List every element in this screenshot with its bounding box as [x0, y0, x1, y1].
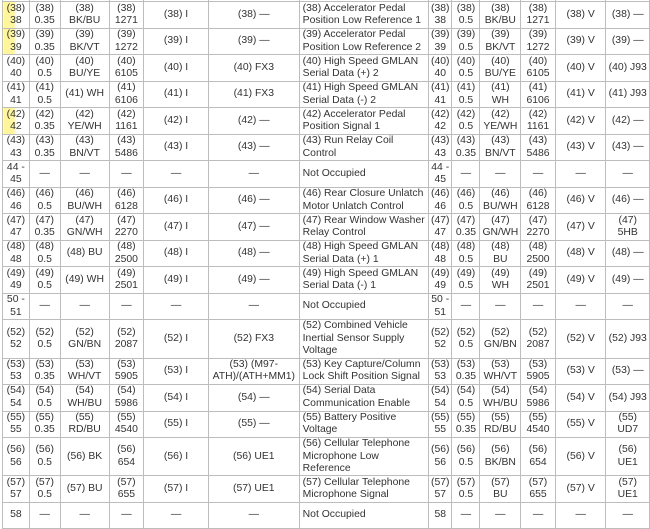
wire-size-cell: (54) 0.5 — [29, 385, 60, 412]
function-cell: (49) High Speed GMLAN Serial Data (-) 1 — [299, 267, 428, 294]
circuit-b-cell: (46) 6128 — [521, 187, 556, 214]
option-b-cell: (57) UE1 — [606, 476, 650, 503]
function-cell: (54) Serial Data Communication Enable — [299, 385, 428, 412]
option-ind-cell: (46) I — [144, 187, 209, 214]
table-row — [3, 240, 650, 267]
option-ind-cell: (38) I — [144, 2, 209, 29]
circuit-cell: (54) 5986 — [109, 385, 144, 412]
option-cell: (57) UE1 — [208, 476, 299, 503]
option-ind-cell: (43) I — [144, 134, 209, 161]
function-cell: Not Occupied — [299, 502, 428, 529]
pin-b-cell: 58 — [429, 502, 452, 529]
option-cell: (49) — — [208, 267, 299, 294]
option-cell: (41) FX3 — [208, 81, 299, 108]
function-cell: Not Occupied — [299, 293, 428, 320]
wire-size-cell: (57) 0.5 — [29, 476, 60, 503]
terminal-cell: (56) V — [555, 438, 606, 476]
wire-color-b-cell: — — [480, 161, 521, 188]
pin-b-cell: (39) 39 — [429, 28, 452, 55]
wire-color-b-cell: (56) BK/BN — [480, 438, 521, 476]
pin-cell: (56) 56 — [3, 438, 30, 476]
table-row — [3, 134, 650, 161]
wire-color-cell: (47) GN/WH — [60, 214, 109, 241]
circuit-cell: (49) 2501 — [109, 267, 144, 294]
wire-color-b-cell: (39) BK/VT — [480, 28, 521, 55]
terminal-cell: (40) V — [555, 55, 606, 82]
terminal-cell: (57) V — [555, 476, 606, 503]
function-cell: Not Occupied — [299, 161, 428, 188]
option-b-cell: (46) — — [606, 187, 650, 214]
pin-b-cell: (52) 52 — [429, 320, 452, 358]
terminal-cell: (46) V — [555, 187, 606, 214]
wire-color-b-cell: (54) WH/BU — [480, 385, 521, 412]
pin-cell: (57) 57 — [3, 476, 30, 503]
table-row — [3, 358, 650, 385]
pin-cell: (39) 39 — [3, 28, 30, 55]
pin-cell: (52) 52 — [3, 320, 30, 358]
pin-b-cell: (47) 47 — [429, 214, 452, 241]
option-b-cell: (49) — — [606, 267, 650, 294]
wire-color-cell: (55) RD/BU — [60, 411, 109, 438]
pin-b-cell: (48) 48 — [429, 240, 452, 267]
wire-color-cell: (42) YE/WH — [60, 108, 109, 135]
option-b-cell: — — [606, 293, 650, 320]
pin-cell: (55) 55 — [3, 411, 30, 438]
option-cell: (52) FX3 — [208, 320, 299, 358]
connector-pinout-table — [2, 0, 650, 529]
pin-b-cell: (57) 57 — [429, 476, 452, 503]
wire-color-b-cell: — — [480, 293, 521, 320]
option-cell: — — [208, 293, 299, 320]
option-ind-cell: — — [144, 293, 209, 320]
terminal-cell: (38) V — [555, 2, 606, 29]
wire-size-b-cell: (55) 0.35 — [452, 411, 480, 438]
option-b-cell: (53) — — [606, 358, 650, 385]
wire-color-b-cell: (49) WH — [480, 267, 521, 294]
terminal-cell: (48) V — [555, 240, 606, 267]
circuit-b-cell: (52) 2087 — [521, 320, 556, 358]
circuit-cell: (38) 1271 — [109, 2, 144, 29]
wire-size-b-cell: (49) 0.5 — [452, 267, 480, 294]
circuit-b-cell: (40) 6105 — [521, 55, 556, 82]
pin-b-cell: 44 - 45 — [429, 161, 452, 188]
pin-b-cell: (43) 43 — [429, 134, 452, 161]
wire-size-b-cell: (41) 0.5 — [452, 81, 480, 108]
table-row — [3, 502, 650, 529]
pin-b-cell: (38) 38 — [429, 2, 452, 29]
wire-color-cell: (40) BU/YE — [60, 55, 109, 82]
wire-color-b-cell: (38) BK/BU — [480, 2, 521, 29]
option-ind-cell: (39) I — [144, 28, 209, 55]
circuit-cell: (53) 5905 — [109, 358, 144, 385]
wire-size-b-cell: (42) 0.5 — [452, 108, 480, 135]
wire-size-b-cell: (48) 0.5 — [452, 240, 480, 267]
option-ind-cell: (48) I — [144, 240, 209, 267]
wire-size-cell: (55) 0.35 — [29, 411, 60, 438]
circuit-cell: (42) 1161 — [109, 108, 144, 135]
wire-size-b-cell: (53) 0.35 — [452, 358, 480, 385]
terminal-cell: — — [555, 161, 606, 188]
circuit-cell: (39) 1272 — [109, 28, 144, 55]
option-cell: (47) — — [208, 214, 299, 241]
wire-size-cell: (39) 0.35 — [29, 28, 60, 55]
wire-color-cell: (39) BK/VT — [60, 28, 109, 55]
pin-b-cell: (55) 55 — [429, 411, 452, 438]
wire-size-b-cell: (47) 0.35 — [452, 214, 480, 241]
pin-cell: 44 - 45 — [3, 161, 30, 188]
circuit-b-cell: (49) 2501 — [521, 267, 556, 294]
wire-color-cell: (56) BK — [60, 438, 109, 476]
wire-color-cell: (43) BN/VT — [60, 134, 109, 161]
table-row — [3, 28, 650, 55]
option-b-cell: — — [606, 502, 650, 529]
wire-size-b-cell: (38) 0.5 — [452, 2, 480, 29]
option-cell: — — [208, 502, 299, 529]
option-ind-cell: (52) I — [144, 320, 209, 358]
option-ind-cell: (56) I — [144, 438, 209, 476]
pin-b-cell: (56) 56 — [429, 438, 452, 476]
wire-size-cell: — — [29, 161, 60, 188]
table-row — [3, 214, 650, 241]
wire-size-cell: (49) 0.5 — [29, 267, 60, 294]
option-b-cell: (52) J93 — [606, 320, 650, 358]
function-cell: (46) Rear Closure Unlatch Motor Unlatch Control — [299, 187, 428, 214]
table-row — [3, 293, 650, 320]
table-row — [3, 81, 650, 108]
wire-color-b-cell: (47) GN/WH — [480, 214, 521, 241]
wire-size-b-cell: (46) 0.5 — [452, 187, 480, 214]
option-cell: — — [208, 161, 299, 188]
circuit-cell: (56) 654 — [109, 438, 144, 476]
function-cell: (56) Cellular Telephone Microphone Low Reference — [299, 438, 428, 476]
circuit-cell: (46) 6128 — [109, 187, 144, 214]
pin-b-cell: (53) 53 — [429, 358, 452, 385]
option-ind-cell: (57) I — [144, 476, 209, 503]
option-cell: (38) — — [208, 2, 299, 29]
wire-color-b-cell: (48) BU — [480, 240, 521, 267]
circuit-b-cell: — — [521, 502, 556, 529]
wire-size-b-cell: (39) 0.5 — [452, 28, 480, 55]
wire-size-cell: — — [29, 502, 60, 529]
wire-size-cell: (53) 0.35 — [29, 358, 60, 385]
circuit-b-cell: (53) 5905 — [521, 358, 556, 385]
wire-size-cell: (46) 0.5 — [29, 187, 60, 214]
wire-color-b-cell: (57) BU — [480, 476, 521, 503]
pin-b-cell: (54) 54 — [429, 385, 452, 412]
option-cell: (46) — — [208, 187, 299, 214]
wire-size-b-cell: (40) 0.5 — [452, 55, 480, 82]
terminal-cell: (55) V — [555, 411, 606, 438]
pin-cell: (49) 49 — [3, 267, 30, 294]
wire-size-cell: (41) 0.5 — [29, 81, 60, 108]
terminal-cell: (41) V — [555, 81, 606, 108]
wire-color-cell: (57) BU — [60, 476, 109, 503]
function-cell: (53) Key Capture/Column Lock Shift Position Signal — [299, 358, 428, 385]
pin-cell: (38) 38 — [3, 2, 30, 29]
circuit-cell: (47) 2270 — [109, 214, 144, 241]
option-b-cell: (40) J93 — [606, 55, 650, 82]
table-row — [3, 108, 650, 135]
wire-color-b-cell: (55) RD/BU — [480, 411, 521, 438]
wire-color-b-cell: (41) WH — [480, 81, 521, 108]
wire-color-cell: (46) BU/WH — [60, 187, 109, 214]
wire-color-b-cell: (43) BN/VT — [480, 134, 521, 161]
pin-cell: 58 — [3, 502, 30, 529]
option-ind-cell: — — [144, 161, 209, 188]
terminal-cell: (52) V — [555, 320, 606, 358]
circuit-b-cell: (48) 2500 — [521, 240, 556, 267]
option-b-cell: (43) — — [606, 134, 650, 161]
circuit-b-cell: (47) 2270 — [521, 214, 556, 241]
option-b-cell: — — [606, 161, 650, 188]
circuit-cell: (55) 4540 — [109, 411, 144, 438]
wire-size-cell: — — [29, 293, 60, 320]
circuit-b-cell: (57) 655 — [521, 476, 556, 503]
option-ind-cell: (40) I — [144, 55, 209, 82]
circuit-cell: (48) 2500 — [109, 240, 144, 267]
circuit-b-cell: (39) 1272 — [521, 28, 556, 55]
circuit-cell: (57) 655 — [109, 476, 144, 503]
wire-size-b-cell: (57) 0.5 — [452, 476, 480, 503]
wire-size-cell: (40) 0.5 — [29, 55, 60, 82]
wire-color-b-cell: — — [480, 502, 521, 529]
function-cell: (39) Accelerator Pedal Position Low Reference 2 — [299, 28, 428, 55]
function-cell: (57) Cellular Telephone Microphone Signal — [299, 476, 428, 503]
wire-size-cell: (52) 0.5 — [29, 320, 60, 358]
circuit-cell: — — [109, 502, 144, 529]
wire-color-cell: (41) WH — [60, 81, 109, 108]
pin-cell: (46) 46 — [3, 187, 30, 214]
option-ind-cell: — — [144, 502, 209, 529]
table-body — [3, 0, 650, 529]
table-row — [3, 385, 650, 412]
option-cell: (56) UE1 — [208, 438, 299, 476]
option-b-cell: (54) J93 — [606, 385, 650, 412]
wire-size-cell: (42) 0.35 — [29, 108, 60, 135]
wire-size-b-cell: — — [452, 502, 480, 529]
table-row — [3, 55, 650, 82]
circuit-b-cell: (56) 654 — [521, 438, 556, 476]
wire-color-cell: — — [60, 293, 109, 320]
terminal-cell: (47) V — [555, 214, 606, 241]
option-cell: (53) (M97-ATH)/(ATH+MM1) — [208, 358, 299, 385]
table-row — [3, 320, 650, 358]
wire-size-cell: (48) 0.5 — [29, 240, 60, 267]
pin-cell: (47) 47 — [3, 214, 30, 241]
pin-cell: (40) 40 — [3, 55, 30, 82]
option-ind-cell: (42) I — [144, 108, 209, 135]
wire-size-b-cell: (52) 0.5 — [452, 320, 480, 358]
table-row — [3, 476, 650, 503]
wire-size-b-cell: (54) 0.5 — [452, 385, 480, 412]
function-cell: (43) Run Relay Coil Control — [299, 134, 428, 161]
option-cell: (55) — — [208, 411, 299, 438]
option-ind-cell: (53) I — [144, 358, 209, 385]
option-ind-cell: (49) I — [144, 267, 209, 294]
function-cell: (52) Combined Vehicle Inertial Sensor Supply Voltage — [299, 320, 428, 358]
terminal-cell: — — [555, 293, 606, 320]
pin-cell: 50 - 51 — [3, 293, 30, 320]
wire-size-cell: (38) 0.35 — [29, 2, 60, 29]
wire-color-cell: (54) WH/BU — [60, 385, 109, 412]
circuit-b-cell: (55) 4540 — [521, 411, 556, 438]
circuit-b-cell: (41) 6106 — [521, 81, 556, 108]
circuit-cell: (43) 5486 — [109, 134, 144, 161]
wire-size-b-cell: (43) 0.35 — [452, 134, 480, 161]
pin-b-cell: (46) 46 — [429, 187, 452, 214]
wire-color-b-cell: (42) YE/WH — [480, 108, 521, 135]
pin-cell: (53) 53 — [3, 358, 30, 385]
pin-b-cell: (41) 41 — [429, 81, 452, 108]
pin-b-cell: 50 - 51 — [429, 293, 452, 320]
wire-size-cell: (43) 0.35 — [29, 134, 60, 161]
circuit-cell: — — [109, 293, 144, 320]
option-b-cell: (41) J93 — [606, 81, 650, 108]
function-cell: (47) Rear Window Washer Relay Control — [299, 214, 428, 241]
option-b-cell: (56) UE1 — [606, 438, 650, 476]
circuit-cell: — — [109, 161, 144, 188]
circuit-b-cell: — — [521, 293, 556, 320]
circuit-b-cell: (54) 5986 — [521, 385, 556, 412]
pin-cell: (43) 43 — [3, 134, 30, 161]
wire-size-b-cell: (56) 0.5 — [452, 438, 480, 476]
wire-color-cell: (53) WH/VT — [60, 358, 109, 385]
circuit-b-cell: — — [521, 161, 556, 188]
table-row — [3, 2, 650, 29]
option-cell: (42) — — [208, 108, 299, 135]
wire-size-cell: (47) 0.35 — [29, 214, 60, 241]
option-b-cell: (47) 5HB — [606, 214, 650, 241]
option-cell: (48) — — [208, 240, 299, 267]
wire-color-cell: (48) BU — [60, 240, 109, 267]
pin-b-cell: (49) 49 — [429, 267, 452, 294]
option-ind-cell: (47) I — [144, 214, 209, 241]
pin-cell: (41) 41 — [3, 81, 30, 108]
pin-b-cell: (42) 42 — [429, 108, 452, 135]
circuit-b-cell: (42) 1161 — [521, 108, 556, 135]
circuit-cell: (40) 6105 — [109, 55, 144, 82]
option-cell: (40) FX3 — [208, 55, 299, 82]
wire-color-b-cell: (53) WH/VT — [480, 358, 521, 385]
option-cell: (39) — — [208, 28, 299, 55]
option-cell: (54) — — [208, 385, 299, 412]
circuit-b-cell: (38) 1271 — [521, 2, 556, 29]
terminal-cell: — — [555, 502, 606, 529]
wire-color-b-cell: (40) BU/YE — [480, 55, 521, 82]
pin-cell: (42) 42 — [3, 108, 30, 135]
option-ind-cell: (54) I — [144, 385, 209, 412]
wire-color-cell: (52) GN/BN — [60, 320, 109, 358]
circuit-cell: (52) 2087 — [109, 320, 144, 358]
terminal-cell: (53) V — [555, 358, 606, 385]
wire-size-b-cell: — — [452, 293, 480, 320]
wire-color-cell: — — [60, 502, 109, 529]
function-cell: (38) Accelerator Pedal Position Low Reference 1 — [299, 2, 428, 29]
table-row — [3, 161, 650, 188]
circuit-b-cell: (43) 5486 — [521, 134, 556, 161]
function-cell: (42) Accelerator Pedal Position Signal 1 — [299, 108, 428, 135]
function-cell: (48) High Speed GMLAN Serial Data (+) 1 — [299, 240, 428, 267]
option-b-cell: (42) — — [606, 108, 650, 135]
option-ind-cell: (55) I — [144, 411, 209, 438]
function-cell: (41) High Speed GMLAN Serial Data (-) 2 — [299, 81, 428, 108]
terminal-cell: (54) V — [555, 385, 606, 412]
wire-size-cell: (56) 0.5 — [29, 438, 60, 476]
wire-color-b-cell: (46) BU/WH — [480, 187, 521, 214]
table-row — [3, 267, 650, 294]
pin-cell: (48) 48 — [3, 240, 30, 267]
option-cell: (43) — — [208, 134, 299, 161]
circuit-cell: (41) 6106 — [109, 81, 144, 108]
terminal-cell: (43) V — [555, 134, 606, 161]
option-b-cell: (39) — — [606, 28, 650, 55]
pin-b-cell: (40) 40 — [429, 55, 452, 82]
table-row — [3, 411, 650, 438]
option-b-cell: (38) — — [606, 2, 650, 29]
terminal-cell: (42) V — [555, 108, 606, 135]
pin-cell: (54) 54 — [3, 385, 30, 412]
function-cell: (55) Battery Positive Voltage — [299, 411, 428, 438]
function-cell: (40) High Speed GMLAN Serial Data (+) 2 — [299, 55, 428, 82]
table-row — [3, 187, 650, 214]
wire-color-cell: (49) WH — [60, 267, 109, 294]
option-b-cell: (48) — — [606, 240, 650, 267]
terminal-cell: (39) V — [555, 28, 606, 55]
option-b-cell: (55) UD7 — [606, 411, 650, 438]
option-ind-cell: (41) I — [144, 81, 209, 108]
table-row — [3, 438, 650, 476]
terminal-cell: (49) V — [555, 267, 606, 294]
wire-color-b-cell: (52) GN/BN — [480, 320, 521, 358]
wire-color-cell: (38) BK/BU — [60, 2, 109, 29]
wire-size-b-cell: — — [452, 161, 480, 188]
wire-color-cell: — — [60, 161, 109, 188]
